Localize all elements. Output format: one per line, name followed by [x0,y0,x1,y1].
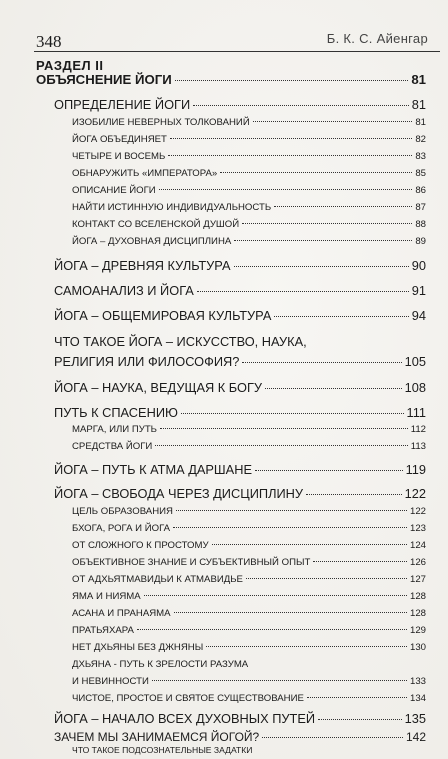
toc-entry-subchapter [72,441,426,452]
toc-entry-subchapter [72,506,426,517]
toc-entry-page: 88 [415,219,426,230]
toc-leader-dots [306,494,402,495]
toc-entry-title-line1: ЧТО ТАКОЕ ЙОГА – ИСКУССТВО, НАУКА, [54,334,307,349]
toc-entry-title: ЧИСТОЕ, ПРОСТОЕ И СВЯТОЕ СУЩЕСТВОВАНИЕ [72,693,304,704]
toc-entry-title-line1: ЧТО ТАКОЕ ПОДСОЗНАТЕЛЬНЫЕ ЗАДАТКИ [72,745,253,755]
toc-entry-title: ОПРЕДЕЛЕНИЕ ЙОГИ [54,97,191,112]
toc-entry-subchapter [72,523,426,534]
toc-entry-subchapter [72,693,426,704]
toc-entry-subchapter [72,185,426,196]
toc-leader-dots [313,561,407,562]
toc-entry-subchapter [72,676,426,687]
toc-entry-page: 91 [411,283,426,298]
section-label: РАЗДЕЛ II [36,58,104,73]
toc-entry-chapter [54,462,426,477]
toc-entry-title: ЙОГА – ПУТЬ К АТМА ДАРШАНЕ [54,462,252,477]
toc-entry-chapter [54,354,426,369]
toc-leader-dots [175,80,409,81]
toc-entry-page: 128 [409,591,426,602]
toc-entry-title: ОТ СЛОЖНОГО К ПРОСТОМУ [72,540,209,551]
toc-entry-title: ПУТЬ К СПАСЕНИЮ [54,405,178,420]
toc-entry-page: 82 [415,134,426,145]
toc-entry-subchapter [72,540,426,551]
toc-entry-page: 135 [404,711,426,726]
toc-entry-subchapter [72,557,426,568]
toc-leader-dots [152,680,407,681]
toc-entry-title: ЗАЧЕМ МЫ ЗАНИМАЕМСЯ ЙОГОЙ? [54,730,260,744]
toc-leader-dots [144,595,407,596]
toc-entry-subchapter [72,236,426,247]
toc-entry-page: 113 [410,441,426,452]
toc-entry-page: 85 [415,168,426,179]
toc-leader-dots [206,646,407,647]
toc-entry-title: БХОГА, РОГА И ЙОГА [72,523,171,534]
toc-entry-title: НЕТ ДХЬЯНЫ БЕЗ ДЖНЯНЫ [72,642,204,653]
toc-leader-dots [220,172,412,173]
toc-entry-page: 89 [415,236,426,247]
toc-entry-chapter [54,405,426,420]
toc-entry-subchapter [72,168,426,179]
toc-leader-dots [212,544,407,545]
toc-entry-chapter [54,308,426,323]
toc-leader-dots [253,121,413,122]
toc-entry-chapter [54,258,426,273]
toc-entry-subchapter [72,591,426,602]
toc-entry-title: ЙОГА – СВОБОДА ЧЕРЕЗ ДИСЦИПЛИНУ [54,486,304,501]
toc-entry-page: 126 [409,557,426,568]
toc-entry-title: ЦЕЛЬ ОБРАЗОВАНИЯ [72,506,173,517]
toc-leader-dots [265,388,402,389]
toc-entry-chapter [54,97,426,112]
toc-entry-page: 130 [409,642,426,653]
toc-entry-page: 81 [411,97,426,112]
toc-entry-page: 134 [409,693,426,704]
toc-entry-chapter [54,711,426,726]
toc-entry-title: САМОАНАЛИЗ И ЙОГА [54,283,194,298]
toc-leader-dots [168,155,412,156]
toc-entry-page: 129 [409,625,426,636]
toc-entry-title: МАРГА, ИЛИ ПУТЬ [72,424,157,435]
toc-entry-title: ОТ АДХЬЯТМАВИДЬИ К АТМАВИДЬЕ [72,574,243,585]
page-number: 348 [36,32,62,51]
toc-entry-title: НАЙТИ ИСТИННУЮ ИНДИВИДУАЛЬНОСТЬ [72,202,272,213]
toc-leader-dots [262,737,403,738]
toc-entry-page: 142 [405,730,426,744]
toc-leader-dots [173,527,407,528]
toc-leader-dots [160,428,408,429]
toc-entry-page: 122 [404,486,426,501]
toc-entry-subchapter [72,424,426,435]
toc-entry-title: ПРАТЬЯХАРА [72,625,134,636]
toc-entry-page: 122 [409,506,426,517]
toc-entry-title: ОБНАРУЖИТЬ «ИМПЕРАТОРА» [72,168,218,179]
toc-entry-page: 108 [404,380,426,395]
toc-leader-dots [197,291,409,292]
toc-entry-title-line1: ДХЬЯНА - ПУТЬ К ЗРЕЛОСТИ РАЗУМА [72,659,249,670]
toc-leader-dots [242,223,412,224]
toc-entry-page: 83 [415,151,426,162]
toc-leader-dots [176,510,407,511]
toc-leader-dots [174,612,407,613]
toc-leader-dots [307,697,407,698]
toc-leader-dots [170,138,412,139]
toc-leader-dots [181,413,404,414]
toc-entry-title: ОБЪЯСНЕНИЕ ЙОГИ [36,72,172,87]
toc-entry-title: ЙОГА – НАУКА, ВЕДУЩАЯ К БОГУ [54,380,263,395]
toc-entry-page: 86 [415,185,426,196]
toc-entry-subchapter [72,642,426,653]
toc-leader-dots [137,629,407,630]
toc-entry-title: АСАНА И ПРАНАЯМА [72,608,171,619]
toc-entry-title: ЯМА И НИЯМА [72,591,141,602]
toc-entry-title: ИЗОБИЛИЕ НЕВЕРНЫХ ТОЛКОВАНИЙ [72,117,250,128]
toc-leader-dots [193,105,409,106]
toc-entry-page: 81 [415,117,426,128]
toc-leader-dots [242,362,401,363]
header-rule [34,51,440,52]
toc-entry-title: ЙОГА – ДРЕВНЯЯ КУЛЬТУРА [54,258,231,273]
toc-leader-dots [159,189,413,190]
toc-entry-subchapter [72,625,426,636]
toc-entry-page: 128 [409,608,426,619]
toc-entry-page: 124 [409,540,426,551]
toc-entry-chapter [54,730,426,744]
toc-entry-title: ЙОГА – ОБЩЕМИРОВАЯ КУЛЬТУРА [54,308,272,323]
toc-leader-dots [155,445,407,446]
toc-entry-title-line2: И НЕВИННОСТИ [72,676,149,687]
toc-entry-title: ЧЕТЫРЕ И ВОСЕМЬ [72,151,166,162]
toc-entry-subchapter [72,608,426,619]
toc-entry-chapter [54,486,426,501]
toc-leader-dots [274,316,408,317]
toc-entry-subchapter [72,202,426,213]
toc-entry-title: КОНТАКТ СО ВСЕЛЕНСКОЙ ДУШОЙ [72,219,240,230]
toc-leader-dots [274,206,412,207]
toc-leader-dots [234,240,412,241]
toc-entry-page: 112 [410,424,426,435]
toc-entry-subchapter [72,117,426,128]
toc-entry-title: ОБЪЕКТИВНОЕ ЗНАНИЕ И СУБЪЕКТИВНЫЙ ОПЫТ [72,557,311,568]
toc-entry-page: 133 [409,676,426,687]
toc-leader-dots [255,470,403,471]
toc-entry-chapter [54,283,426,298]
toc-entry-page: 127 [409,574,426,585]
toc-entry-page: 81 [411,72,426,87]
toc-entry-subchapter [72,574,426,585]
toc-entry-title: ОПИСАНИЕ ЙОГИ [72,185,156,196]
toc-entry-subchapter [72,151,426,162]
toc-entry-title: СРЕДСТВА ЙОГИ [72,441,153,452]
toc-entry-chapter [54,380,426,395]
toc-entry-title: ЙОГА ОБЪЕДИНЯЕТ [72,134,167,145]
toc-entry-subchapter [72,219,426,230]
toc-entry-page: 94 [411,308,426,323]
toc-leader-dots [318,719,402,720]
toc-leader-dots [246,578,407,579]
toc-entry-page: 87 [415,202,426,213]
toc-entry-title-line2: РЕЛИГИЯ ИЛИ ФИЛОСОФИЯ? [54,354,240,369]
toc-entry-section-title [36,72,426,87]
toc-entry-subchapter [72,134,426,145]
toc-entry-page: 111 [406,405,426,420]
toc-entry-title: ЙОГА – НАЧАЛО ВСЕХ ДУХОВНЫХ ПУТЕЙ [54,711,316,726]
toc-leader-dots [234,266,409,267]
toc-entry-title: ЙОГА – ДУХОВНАЯ ДИСЦИПЛИНА [72,236,232,247]
toc-entry-page: 119 [405,462,426,477]
toc-entry-page: 105 [404,354,426,369]
toc-entry-page: 123 [409,523,426,534]
toc-entry-page: 90 [411,258,426,273]
running-header-author: Б. К. С. Айенгар [326,31,428,46]
